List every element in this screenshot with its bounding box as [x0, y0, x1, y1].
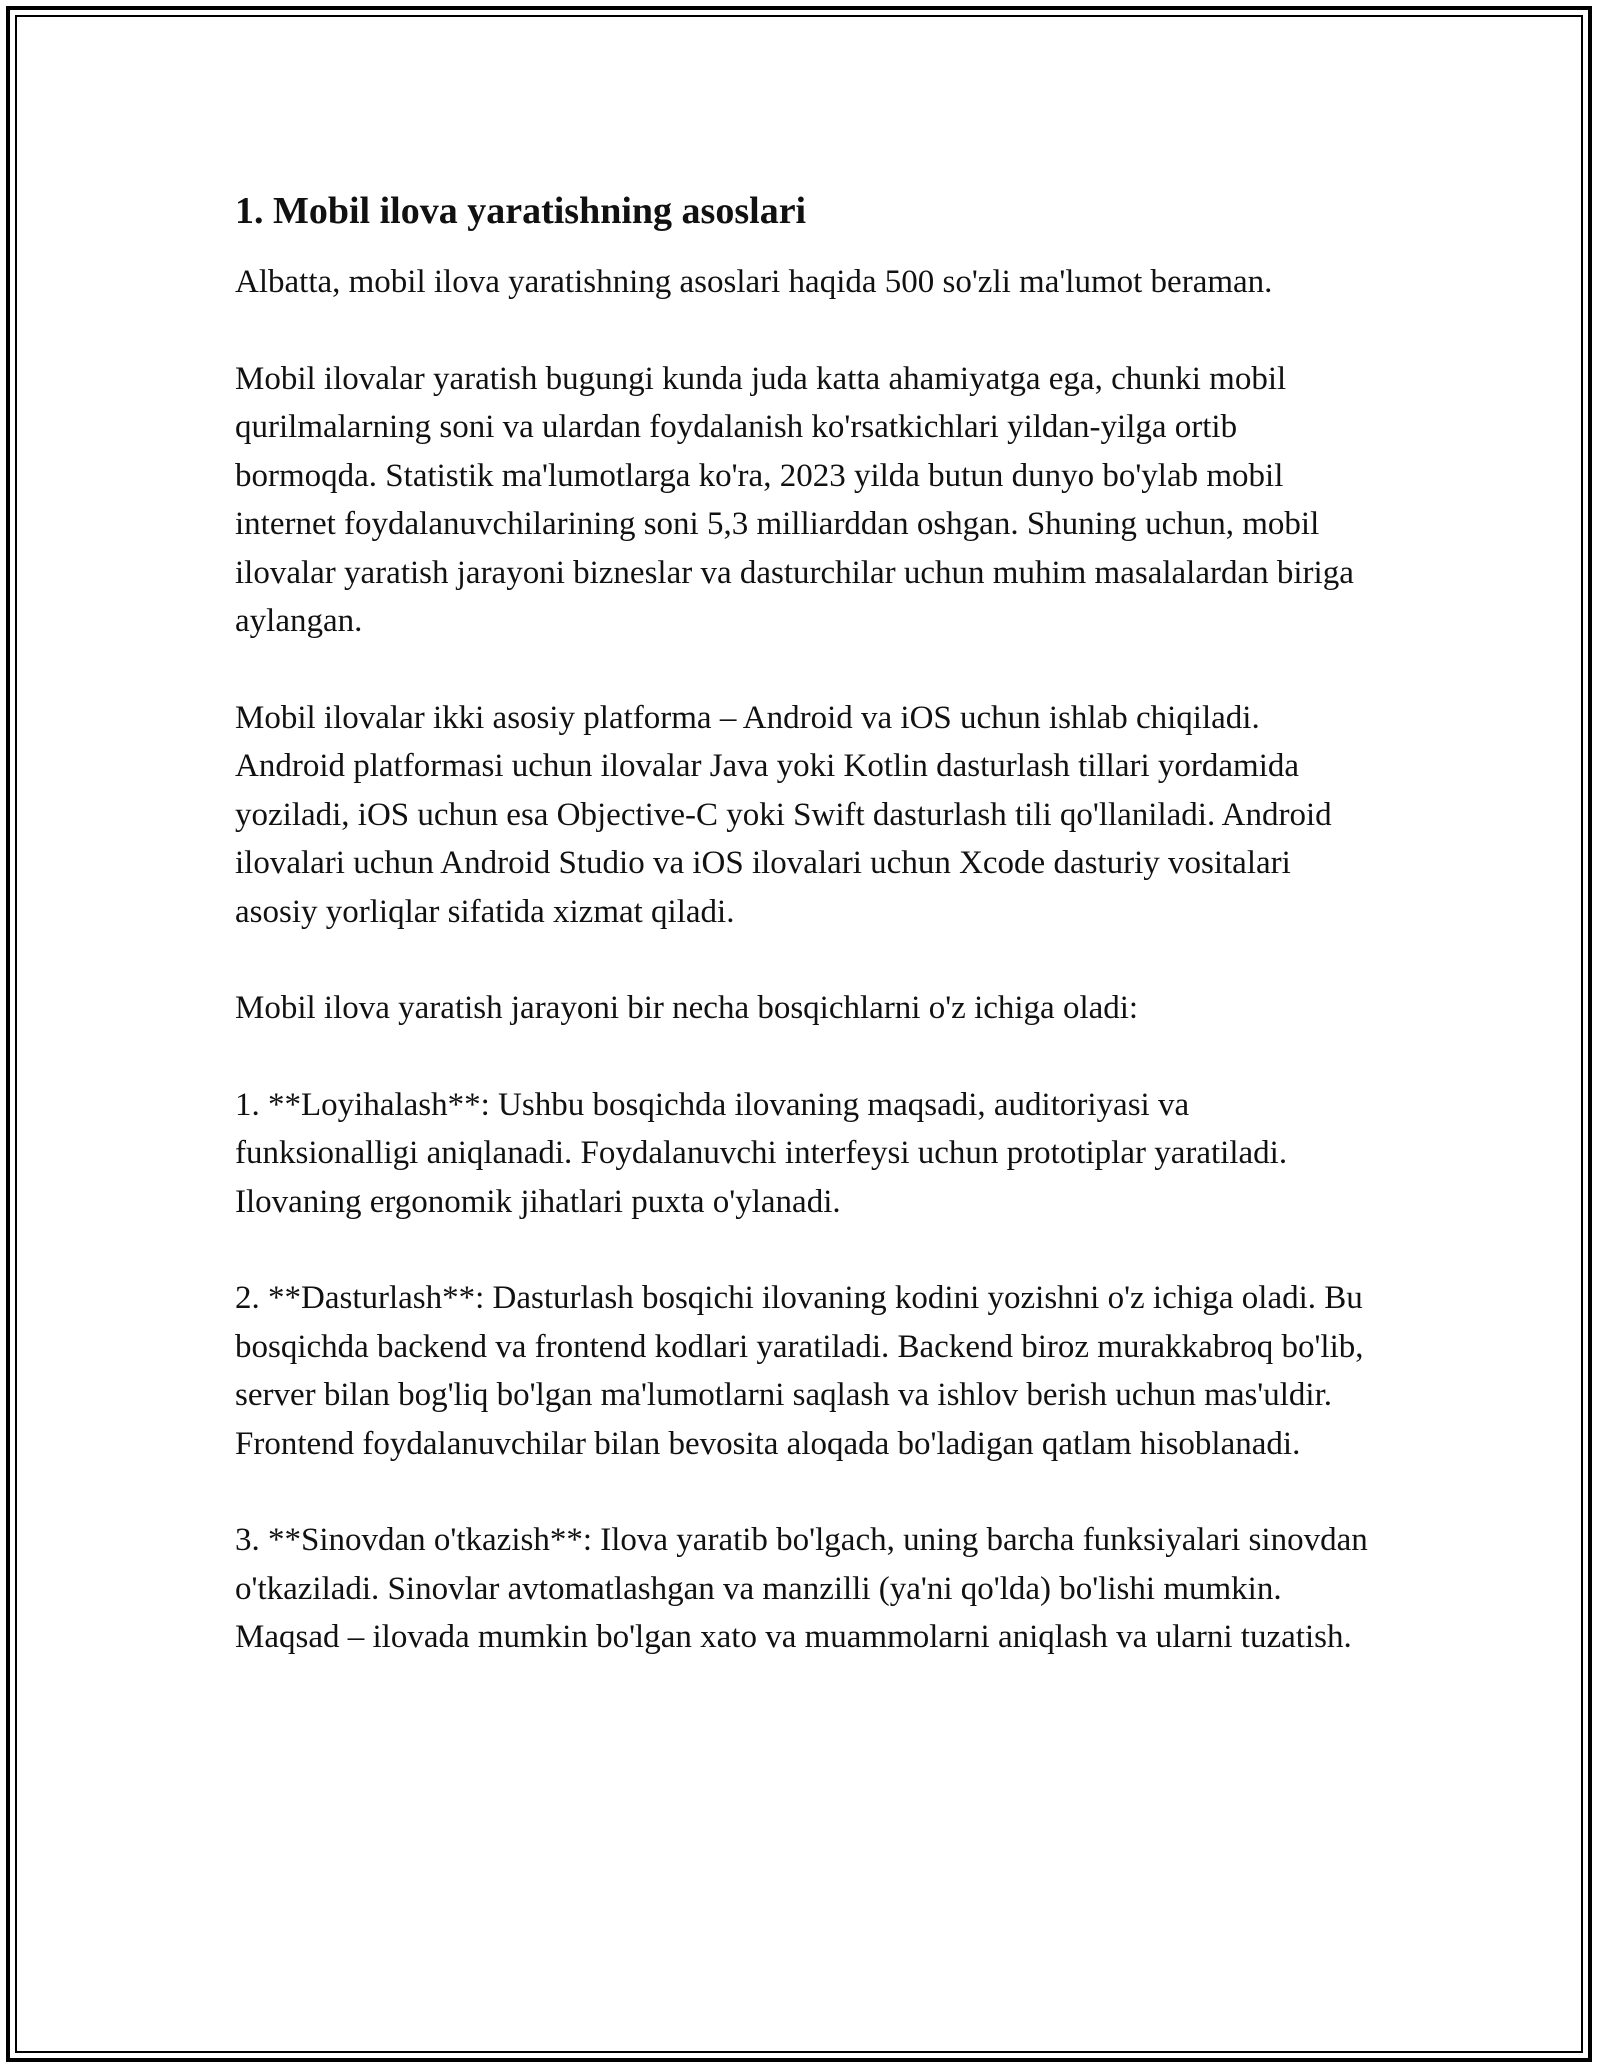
document-body — [235, 186, 1375, 1710]
paragraph-intro: Albatta, mobil ilova yaratishning asoslari haqida 500 so'zli ma'lumot beraman. — [235, 264, 1273, 300]
list-item-programming: 2. **Dasturlash**: Dasturlash bosqichi ilovaning kodini yozishni o'z ichiga oladi. Bu bosqichda backend va frontend kodlari yaratiladi. Backend biroz murakkabroq bo'lib, server bilan bog'liq bo'lgan ma'lumotlarni saqlash va ishlov berish uchun mas'uldir. Frontend foydalanuvchilar bilan bevosita aloqada bo'ladigan qatlam hisoblanadi. — [235, 1280, 1372, 1462]
list-item-design: 1. **Loyihalash**: Ushbu bosqichda ilovaning maqsadi, auditoriyasi va funksionalligi aniqlanadi. Foydalanuvchi interfeysi uchun prototiplar yaratiladi. Ilovaning ergonomik jihatlari puxta o'ylanadi. — [235, 1086, 1296, 1220]
paragraph-stages-intro: Mobil ilova yaratish jarayoni bir necha bosqichlarni o'z ichiga oladi: — [235, 990, 1139, 1026]
paragraph-importance: Mobil ilovalar yaratish bugungi kunda juda katta ahamiyatga ega, chunki mobil qurilmalarning soni va ulardan foydalanish ko'rsatkichlari yildan-yilga ortib bormoqda. Statistik ma'lumotlarga ko'ra, 2023 yilda butun dunyo bo'ylab mobil internet foydalanuvchilarining soni 5,3 milliarddan oshgan. Shuning uchun, mobil ilovalar yaratish jarayoni bizneslar va dasturchilar uchun muhim masalalardan biriga aylangan. — [235, 360, 1363, 639]
section-heading: 1. Mobil ilova yaratishning asoslari — [235, 190, 807, 232]
list-item-testing: 3. **Sinovdan o'tkazish**: Ilova yaratib bo'lgach, uning barcha funksiyalari sinovdan o'tkaziladi. Sinovlar avtomatlashgan va manzilli (ya'ni qo'lda) bo'lishi mumkin. Maqsad – ilovada mumkin bo'lgan xato va muammolarni aniqlash va ularni tuzatish. — [235, 1522, 1376, 1655]
paragraph-platforms: Mobil ilovalar ikki asosiy platforma – Android va iOS uchun ishlab chiqiladi. Android platformasi uchun ilovalar Java yoki Kotlin dasturlash tillari yordamida yoziladi, iOS uchun esa Objective-C yoki Swift dasturlash tili qo'llaniladi. Android ilovalari uchun Android Studio va iOS ilovalari uchun Xcode dasturiy vositalari asosiy yorliqlar sifatida xizmat qiladi. — [235, 699, 1340, 930]
